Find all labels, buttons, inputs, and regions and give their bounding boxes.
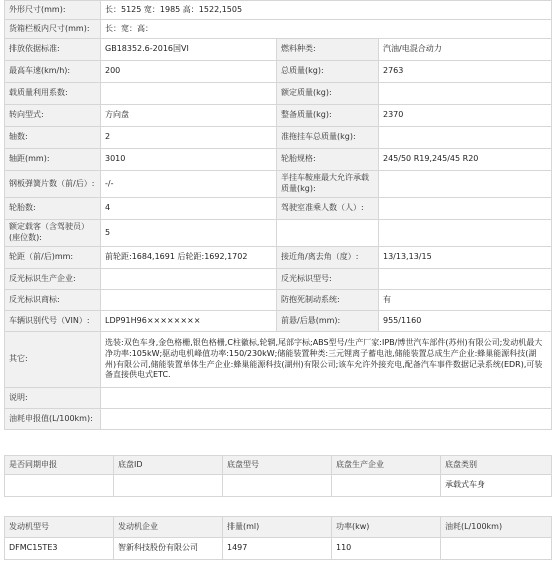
chassis-cell: 承载式车身 [441, 475, 552, 497]
chassis-header: 底盘类别 [441, 456, 552, 475]
spec-label: 半挂车鞍座最大允许承载质量(kg): [277, 171, 379, 198]
spec-label: 反光标识商标: [5, 290, 101, 311]
spec-label: 转向型式: [5, 105, 101, 127]
spec-row [5, 39, 552, 61]
spec-row [5, 127, 552, 149]
fuel-label: 油耗申报值(L/100km): [5, 409, 101, 430]
engine-cell: 110 [332, 538, 441, 560]
engine-header-row [5, 517, 552, 538]
spec-value: LDP91H96×××××××× [101, 311, 277, 332]
spec-label: 外形尺寸(mm): [5, 1, 101, 20]
spec-value: 方向盘 [101, 105, 277, 127]
spec-label: 额定质量(kg): [277, 83, 379, 105]
engine-cell: 1497 [223, 538, 332, 560]
spec-value: 200 [101, 61, 277, 83]
spec-label: 钢板弹簧片数（前/后）: [5, 171, 101, 198]
engine-cell: DFMC15TE3 [5, 538, 114, 560]
spec-row-other [5, 332, 552, 388]
spec-value: 4 [101, 198, 277, 220]
spec-label: 轮胎数: [5, 198, 101, 220]
chassis-header: 底盘ID [114, 456, 223, 475]
chassis-cell [223, 475, 332, 497]
spec-row-fuel [5, 409, 552, 430]
spec-label: 整备质量(kg): [277, 105, 379, 127]
spec-value [101, 83, 277, 105]
spec-row [5, 198, 552, 220]
spec-label: 轴数: [5, 127, 101, 149]
spec-value [379, 198, 552, 220]
spec-row [5, 290, 552, 311]
chassis-cell [114, 475, 223, 497]
fuel-value [101, 409, 552, 430]
spec-row [5, 247, 552, 269]
spec-row [5, 149, 552, 171]
spec-label: 轴距(mm): [5, 149, 101, 171]
spec-value: 2 [101, 127, 277, 149]
spec-value: 2763 [379, 61, 552, 83]
note-value [101, 388, 552, 409]
spec-label: 最高车速(km/h): [5, 61, 101, 83]
spec-label [277, 220, 379, 247]
spec-label: 前悬/后悬(mm): [277, 311, 379, 332]
spec-row [5, 269, 552, 290]
chassis-header-row [5, 456, 552, 475]
chassis-cell [5, 475, 114, 497]
spec-value: 长：5125 宽：1985 高：1522,1505 [101, 1, 552, 20]
spec-row [5, 1, 552, 20]
spec-row [5, 105, 552, 127]
engine-header: 油耗(L/100km) [441, 517, 552, 538]
spec-row-note [5, 388, 552, 409]
spec-table [4, 0, 552, 430]
spec-value: 2370 [379, 105, 552, 127]
spec-value: 245/50 R19,245/45 R20 [379, 149, 552, 171]
spec-label: 接近角/离去角（度）: [277, 247, 379, 269]
spec-value [379, 171, 552, 198]
spec-label: 反光标识生产企业: [5, 269, 101, 290]
engine-header: 功率(kw) [332, 517, 441, 538]
spec-value: 13/13,13/15 [379, 247, 552, 269]
engine-cell: 智新科技股份有限公司 [114, 538, 223, 560]
spec-row [5, 61, 552, 83]
spec-value: 长：宽：高： [101, 20, 552, 39]
chassis-row [5, 475, 552, 497]
spec-label: 反光标识型号: [277, 269, 379, 290]
chassis-header: 是否同期申报 [5, 456, 114, 475]
spec-label: 排放依据标准: [5, 39, 101, 61]
spec-label: 燃料种类: [277, 39, 379, 61]
spec-label: 车辆识别代号（VIN）: [5, 311, 101, 332]
spec-value [379, 269, 552, 290]
spec-label: 载质量利用系数: [5, 83, 101, 105]
spec-label: 额定载客（含驾驶员）(座位数): [5, 220, 101, 247]
spec-value: 955/1160 [379, 311, 552, 332]
spec-label: 货箱栏板内尺寸(mm): [5, 20, 101, 39]
spec-value [101, 269, 277, 290]
spec-value: GB18352.6-2016国VI [101, 39, 277, 61]
spec-value [379, 220, 552, 247]
engine-header: 发动机企业 [114, 517, 223, 538]
spec-value [379, 83, 552, 105]
spec-row [5, 311, 552, 332]
chassis-header: 底盘型号 [223, 456, 332, 475]
spec-value: 汽油/电混合动力 [379, 39, 552, 61]
spec-row [5, 171, 552, 198]
chassis-header: 底盘生产企业 [332, 456, 441, 475]
other-label: 其它: [5, 332, 101, 388]
spec-label: 防抱死制动系统: [277, 290, 379, 311]
spec-value: 有 [379, 290, 552, 311]
spec-value: -/- [101, 171, 277, 198]
spec-row [5, 20, 552, 39]
spec-row [5, 220, 552, 247]
engine-row [5, 538, 552, 560]
spec-label: 轮胎规格: [277, 149, 379, 171]
chassis-table [4, 455, 552, 497]
chassis-cell [332, 475, 441, 497]
spec-value [379, 127, 552, 149]
spec-label: 轮距（前/后)mm: [5, 247, 101, 269]
spec-label: 驾驶室准乘人数（人）: [277, 198, 379, 220]
spec-row [5, 83, 552, 105]
spec-value: 前轮距:1684,1691 后轮距:1692,1702 [101, 247, 277, 269]
other-value: 选装:双色车身,金色格栅,银色格栅,C柱徽标,轮辋,尾部字标;ABS型号/生产厂家:IPB/博世汽车部件(苏州)有限公司;发动机最大净功率:105kW;驱动电机峰值功率:150/230kW;储能装置种类:三元锂离子蓄电池,储能装置总成生产企业:蜂巢能源科技(湖州)有限公司,储能装置单体生产企业:蜂巢能源科技(湖州)有限公司;该车允许外接充电,配备汽车事件数据记录系统(EDR),可装备直接供电式ETC. [101, 332, 552, 388]
engine-header: 排量(ml) [223, 517, 332, 538]
spec-value: 3010 [101, 149, 277, 171]
engine-table [4, 516, 552, 560]
engine-cell [441, 538, 552, 560]
note-label: 说明: [5, 388, 101, 409]
engine-header: 发动机型号 [5, 517, 114, 538]
spec-value: 5 [101, 220, 277, 247]
spec-label: 总质量(kg): [277, 61, 379, 83]
spec-label: 准拖挂车总质量(kg): [277, 127, 379, 149]
spec-value [101, 290, 277, 311]
